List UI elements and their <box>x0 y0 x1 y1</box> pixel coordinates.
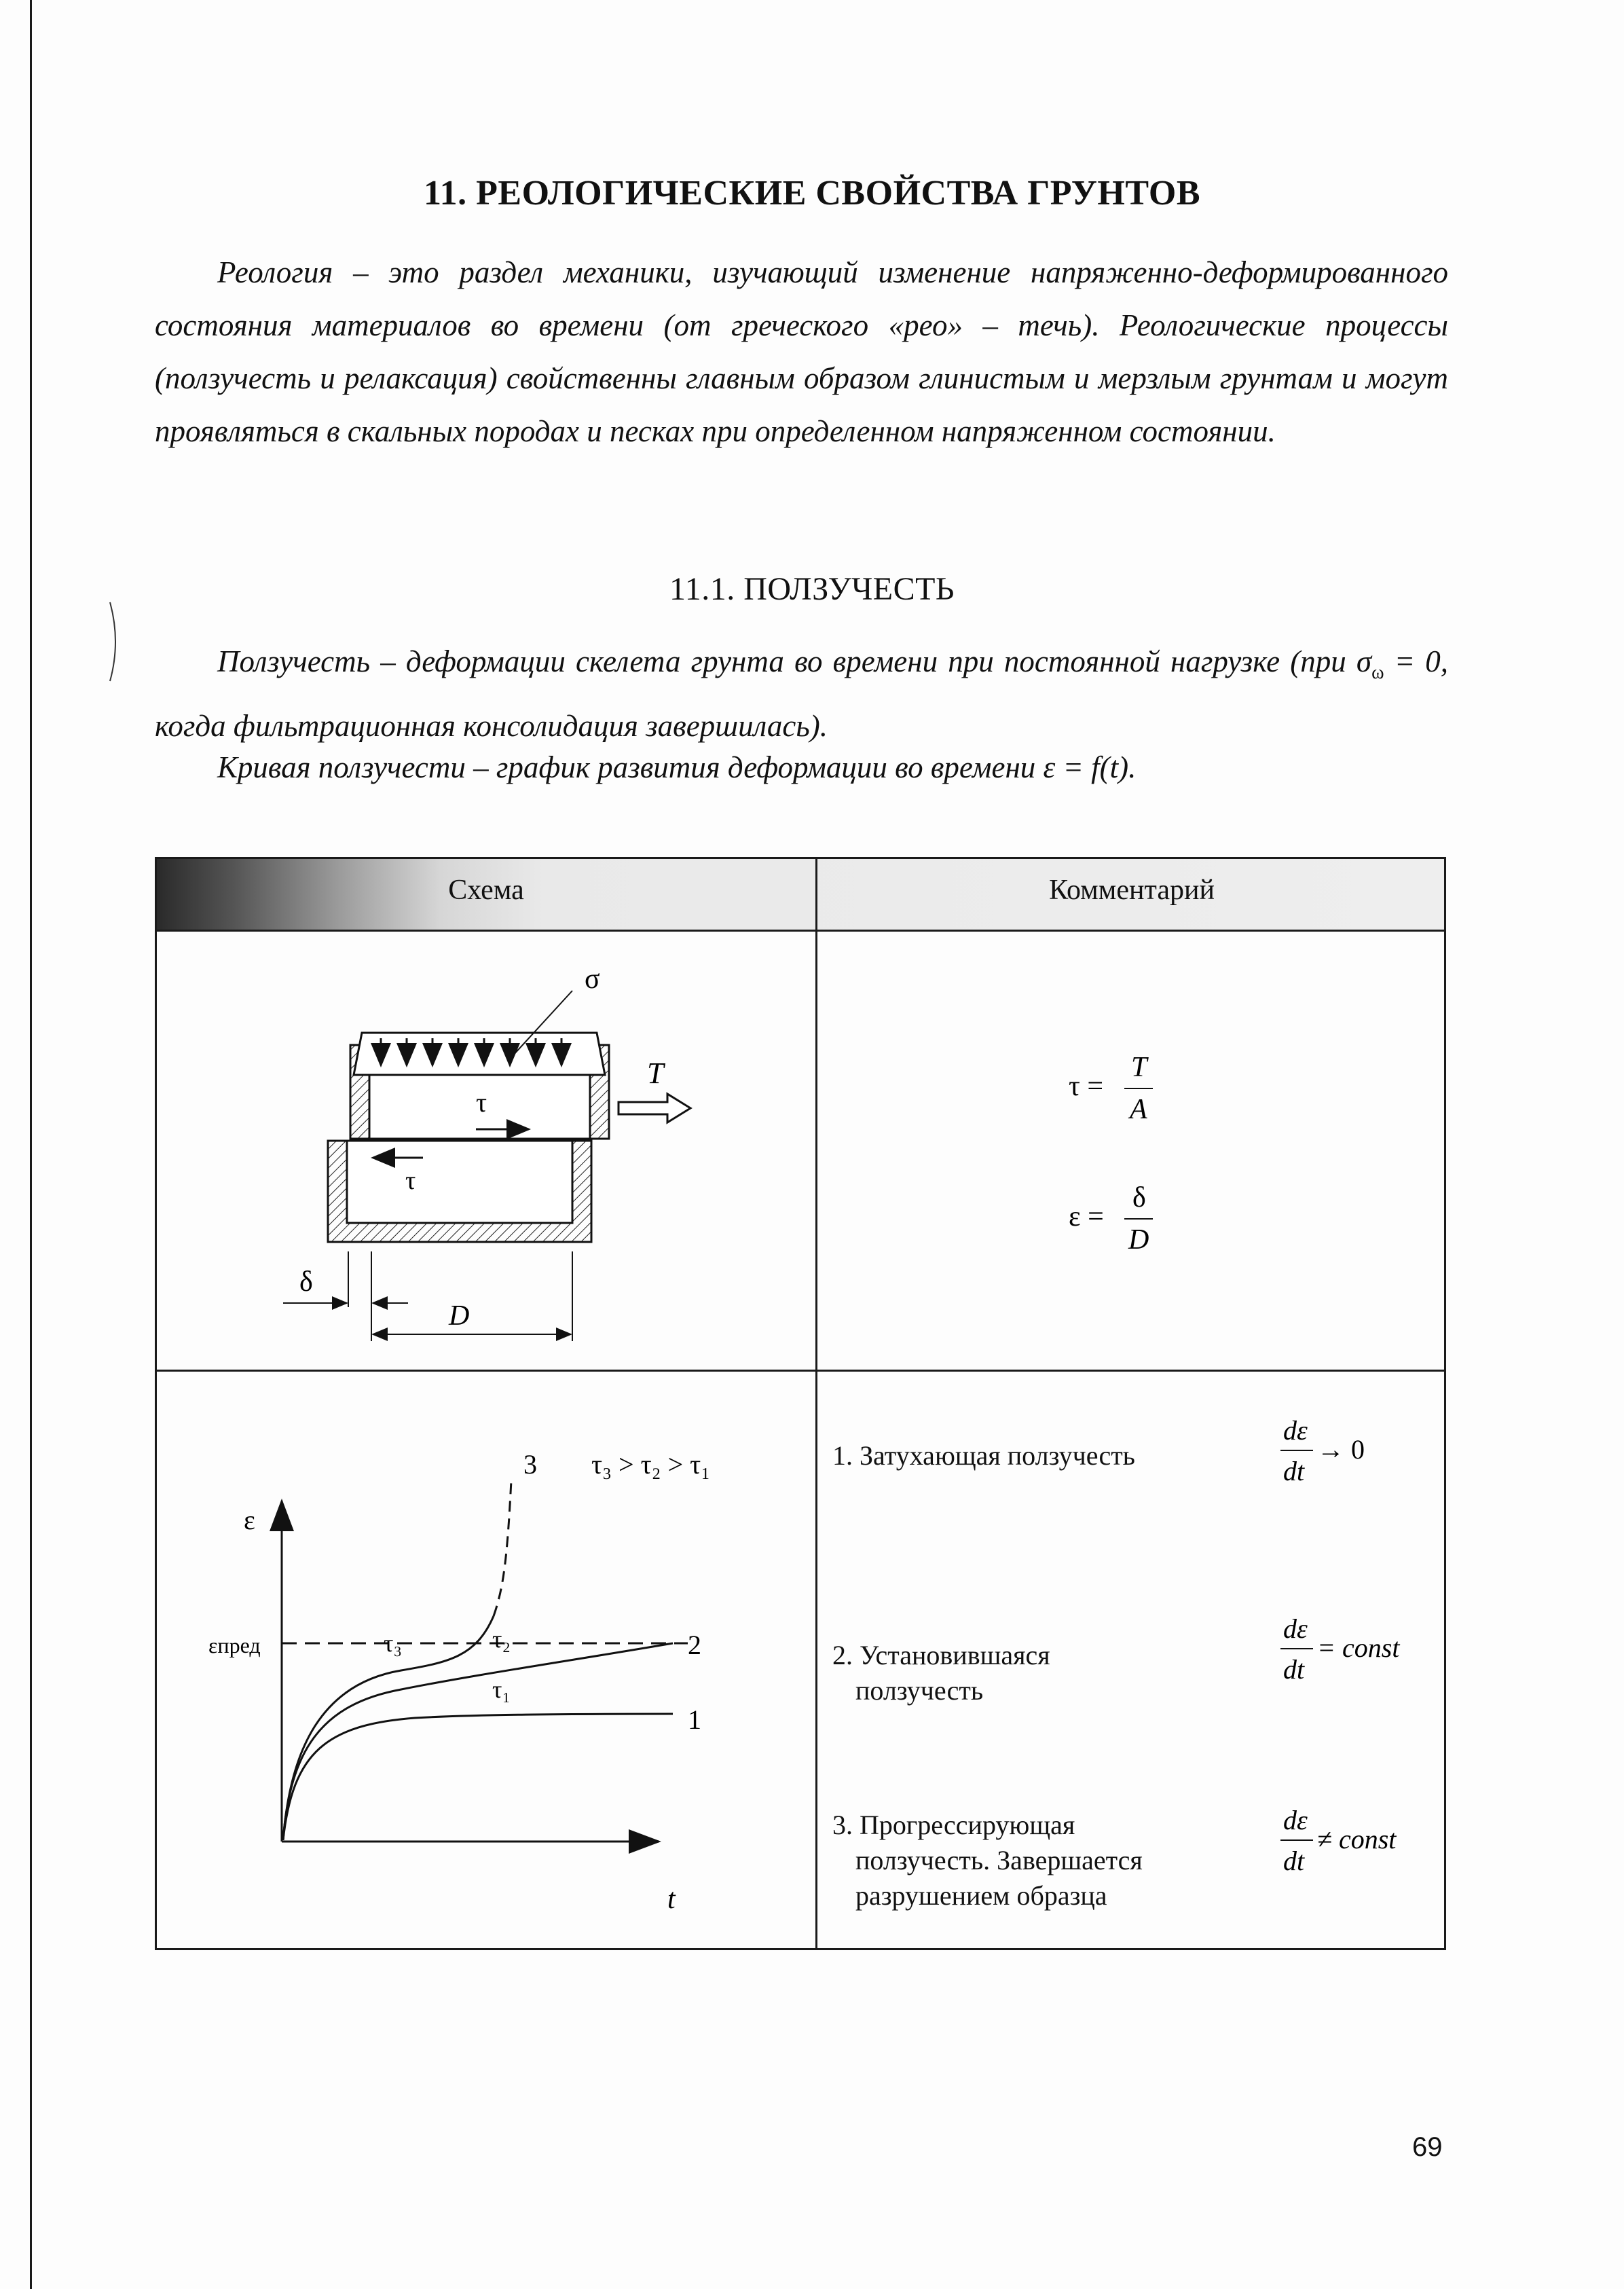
stress-condition: τ₃ > τ₂ > τ₁ <box>591 1449 711 1480</box>
curve-number-3: 3 <box>523 1449 537 1480</box>
page-binding-edge <box>30 0 32 2289</box>
curve-stress-label-1: τ₁ <box>492 1676 511 1703</box>
curve-number-1: 1 <box>688 1704 701 1735</box>
limit-label: εпред <box>208 1633 261 1658</box>
formulas-block <box>817 859 1446 1370</box>
creep-curves-chart <box>157 1372 815 1949</box>
tau-bottom-label: τ <box>405 1167 416 1195</box>
curve-3-upper <box>494 1480 511 1616</box>
rate2-den: dt <box>1283 1654 1305 1685</box>
creep-definition <box>155 635 1448 752</box>
creep-type-1-label: 1. Затухающая ползучесть <box>832 1440 1135 1471</box>
creep-curve-def-text: Кривая ползучести – график развития деформации во времени ε = f(t). <box>217 750 1137 784</box>
tau-formula-lhs: τ = <box>1069 1071 1104 1102</box>
eps-formula-lhs: ε = <box>1069 1201 1104 1232</box>
force-label: T <box>647 1057 664 1090</box>
margin-mark <box>109 601 122 682</box>
creep-type-3-line2: ползучесть. Завершается <box>855 1845 1143 1875</box>
rate1-den: dt <box>1283 1456 1305 1486</box>
creep-type-3-label: 3. Прогрессирующая <box>832 1810 1075 1840</box>
creep-curve-definition <box>155 741 1448 794</box>
x-axis-label: t <box>667 1884 676 1915</box>
tau-top-label: τ <box>476 1087 487 1118</box>
creep-def-part2: = 0, когда фильтрационная консолидация завершилась). <box>155 644 1448 743</box>
page-number: 69 <box>1412 2132 1443 2162</box>
rate3-num: dε <box>1283 1805 1308 1835</box>
section-title: 11.1. ПОЛЗУЧЕСТЬ <box>669 571 955 607</box>
curve-1 <box>283 1714 673 1840</box>
curve-2 <box>283 1643 673 1840</box>
sigma-label: σ <box>585 964 600 995</box>
intro-text: Реология – это раздел механики, изучающий изменение напряженно-деформированного состояния материалов во времени (от греческого «рео» – течь). Реологические процессы (ползучесть и релаксация) свойственны главным образом глинистым и мерзлым грунтам и могут проявляться в скальных породах и песках при определенном напряженном состоянии. <box>155 255 1448 448</box>
intro-paragraph <box>155 246 1448 458</box>
chapter-title: 11. РЕОЛОГИЧЕСКИЕ СВОЙСТВА ГРУНТОВ <box>423 174 1200 213</box>
rate2-relation: = const <box>1317 1632 1400 1663</box>
creep-def-part1: Ползучесть – деформации скелета грунта во времени при постоянной нагрузке (при σ <box>217 644 1372 678</box>
curve-group <box>283 1449 701 1840</box>
delta-label: δ <box>299 1266 313 1298</box>
rate1-num: dε <box>1283 1415 1308 1446</box>
header-scheme: Схема <box>448 875 524 906</box>
tau-formula-num: T <box>1131 1052 1147 1083</box>
creep-table <box>155 857 1446 1950</box>
eps-formula-den: D <box>1128 1224 1149 1256</box>
length-label: D <box>449 1300 470 1332</box>
creep-type-3-line3: разрушением образца <box>855 1880 1107 1911</box>
creep-types-block <box>817 1372 1446 1949</box>
curve-number-2: 2 <box>688 1630 701 1660</box>
header-comment: Комментарий <box>1049 875 1215 906</box>
creep-def-subscript: ω <box>1371 662 1384 683</box>
rate2-num: dε <box>1283 1613 1308 1644</box>
eps-formula-num: δ <box>1132 1182 1146 1213</box>
y-axis-label: ε <box>244 1505 255 1535</box>
rate3-den: dt <box>1283 1846 1305 1876</box>
shear-box-diagram <box>157 859 815 1370</box>
creep-type-2-label: 2. Установившаяся <box>832 1640 1050 1670</box>
rate3-relation: ≠ const <box>1317 1824 1397 1854</box>
creep-type-2-line2: ползучесть <box>855 1675 984 1706</box>
curve-stress-label-2: τ₂ <box>492 1626 511 1653</box>
curve-stress-label-3: τ₃ <box>384 1630 403 1657</box>
tau-formula-den: A <box>1130 1094 1147 1125</box>
rate1-relation: → 0 <box>1317 1434 1365 1465</box>
creep-rate-formulas <box>817 1372 1446 1949</box>
